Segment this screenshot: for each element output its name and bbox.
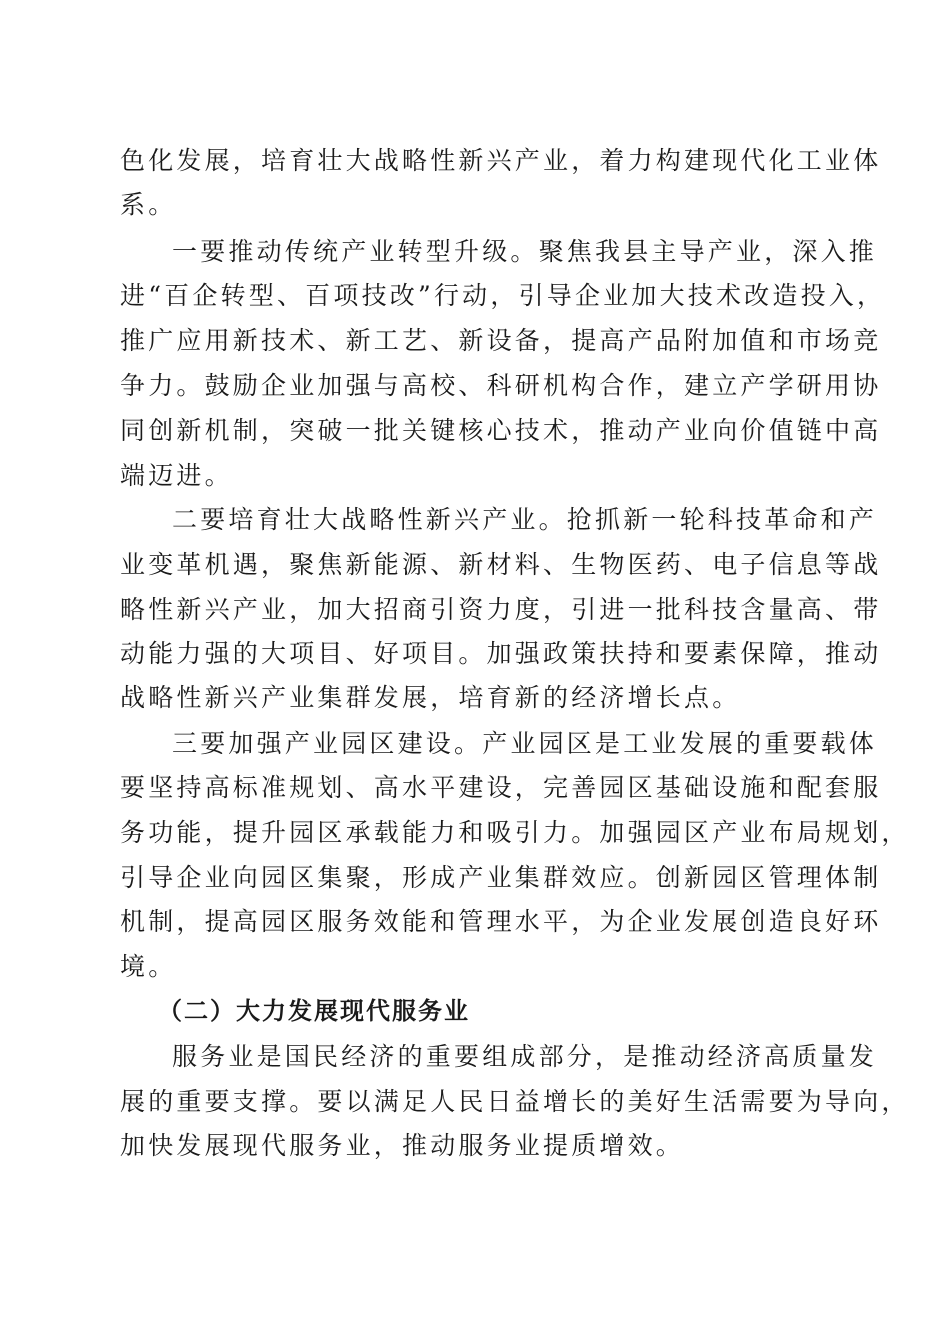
text-line: 推广应用新技术、新工艺、新设备，提高产品附加值和市场竞 xyxy=(120,326,882,355)
paragraph-start-line: 服务业是国民经济的重要组成部分，是推动经济高质量发 xyxy=(172,1042,878,1071)
text-line: 争力。鼓励企业加强与高校、科研机构合作，建立产学研用协 xyxy=(120,371,882,400)
text-line: 战略性新兴产业集群发展，培育新的经济增长点。 xyxy=(120,683,741,712)
text-line: 要坚持高标准规划、高水平建设，完善园区基础设施和配套服 xyxy=(120,773,882,802)
text-line: 引导企业向园区集聚，形成产业集群效应。创新园区管理体制 xyxy=(120,863,882,892)
text-line: 略性新兴产业，加大招商引资力度，引进一批科技含量高、带 xyxy=(120,595,882,624)
paragraph-start-line: 三要加强产业园区建设。产业园区是工业发展的重要载体 xyxy=(172,729,878,758)
text-line: 机制，提高园区服务效能和管理水平，为企业发展创造良好环 xyxy=(120,907,882,936)
text-line: 端迈进。 xyxy=(120,461,233,490)
text-line: 加快发展现代服务业，推动服务业提质增效。 xyxy=(120,1131,685,1160)
text-line: 系。 xyxy=(120,190,177,219)
text-line: 同创新机制，突破一批关键核心技术，推动产业向价值链中高 xyxy=(120,416,882,445)
section-heading: （二）大力发展现代服务业 xyxy=(158,997,470,1025)
paragraph-start-line: 二要培育壮大战略性新兴产业。抢抓新一轮科技革命和产 xyxy=(172,505,878,534)
text-line: 境。 xyxy=(120,952,177,981)
text-line: 业变革机遇，聚焦新能源、新材料、生物医药、电子信息等战 xyxy=(120,550,882,579)
text-line: 展的重要支撑。要以满足人民日益增长的美好生活需要为导向， xyxy=(120,1087,910,1116)
paragraph-start-line: 一要推动传统产业转型升级。聚焦我县主导产业，深入推 xyxy=(172,237,878,266)
text-line: 色化发展，培育壮大战略性新兴产业，着力构建现代化工业体 xyxy=(120,146,882,175)
text-line: 动能力强的大项目、好项目。加强政策扶持和要素保障，推动 xyxy=(120,639,882,668)
text-line: 进“百企转型、百项技改”行动，引导企业加大技术改造投入， xyxy=(120,281,886,310)
text-line: 务功能，提升园区承载能力和吸引力。加强园区产业布局规划， xyxy=(120,818,910,847)
